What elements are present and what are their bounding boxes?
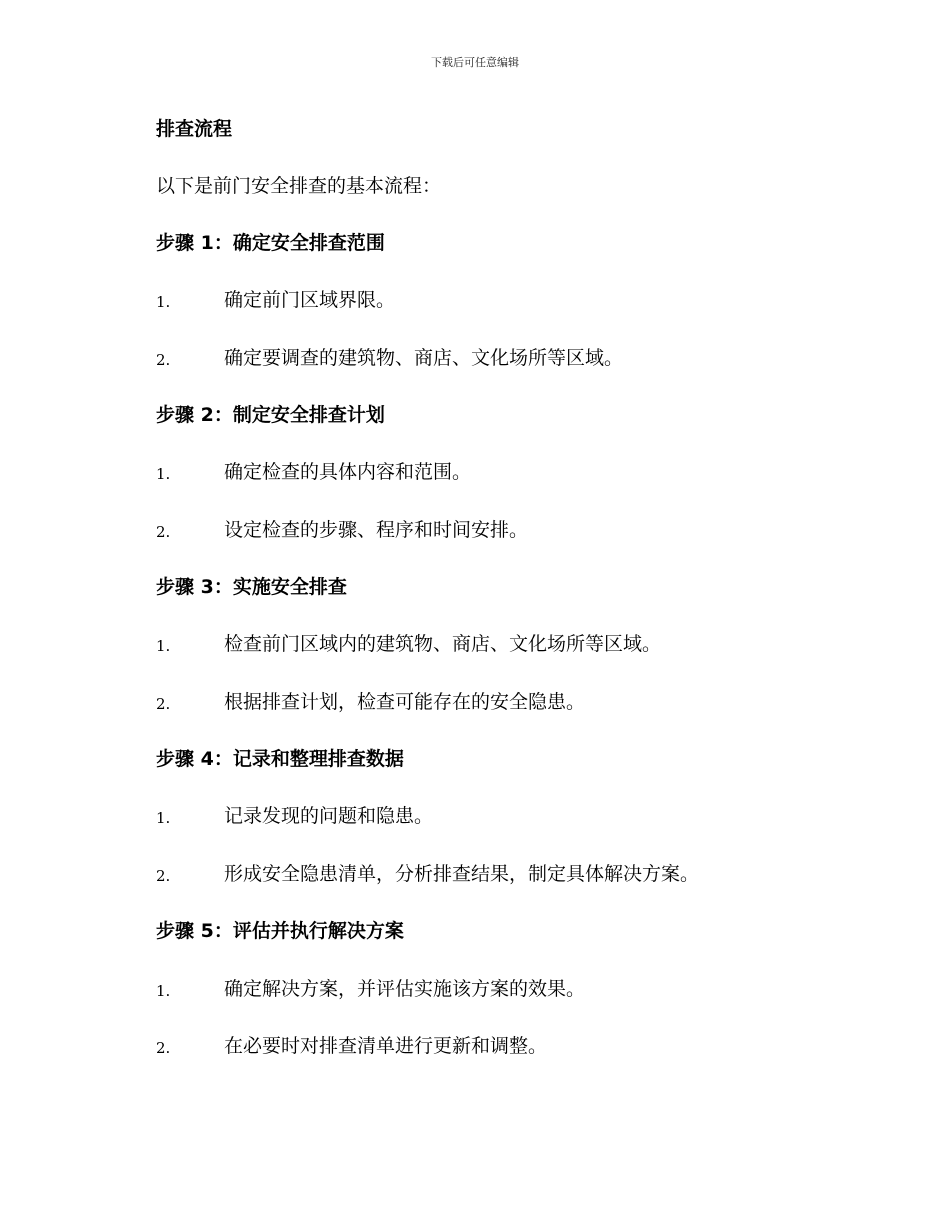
list-number: 1. [156, 293, 171, 311]
list-text: 形成安全隐患清单，分析排查结果，制定具体解决方案。 [224, 863, 700, 885]
list-number: 2. [156, 695, 171, 713]
list-number: 1. [156, 982, 171, 1000]
list-text: 在必要时对排查清单进行更新和调整。 [224, 1035, 548, 1057]
list-number: 2. [156, 523, 171, 541]
list-number: 2. [156, 351, 171, 369]
list-number: 1. [156, 465, 171, 483]
page-header-note: 下载后可任意编辑 [431, 56, 519, 69]
list-text: 设定检查的步骤、程序和时间安排。 [224, 519, 529, 541]
list-text: 确定要调查的建筑物、商店、文化场所等区域。 [224, 347, 624, 369]
list-number: 2. [156, 1039, 171, 1057]
list-text: 根据排查计划，检查可能存在的安全隐患。 [224, 691, 586, 713]
document-title: 排查流程 [156, 118, 233, 140]
list-text: 确定检查的具体内容和范围。 [224, 461, 472, 483]
list-text: 确定前门区域界限。 [224, 289, 396, 311]
step-heading: 步骤 5：评估并执行解决方案 [156, 920, 404, 942]
list-number: 2. [156, 867, 171, 885]
list-number: 1. [156, 809, 171, 827]
step-heading: 步骤 2：制定安全排查计划 [156, 404, 385, 426]
step-heading: 步骤 3：实施安全排查 [156, 576, 347, 598]
list-number: 1. [156, 637, 171, 655]
intro-paragraph: 以下是前门安全排查的基本流程： [156, 175, 442, 197]
step-heading: 步骤 4：记录和整理排查数据 [156, 748, 404, 770]
list-text: 确定解决方案，并评估实施该方案的效果。 [224, 978, 586, 1000]
list-text: 检查前门区域内的建筑物、商店、文化场所等区域。 [224, 633, 662, 655]
list-text: 记录发现的问题和隐患。 [224, 805, 434, 827]
step-heading: 步骤 1：确定安全排查范围 [156, 232, 385, 254]
